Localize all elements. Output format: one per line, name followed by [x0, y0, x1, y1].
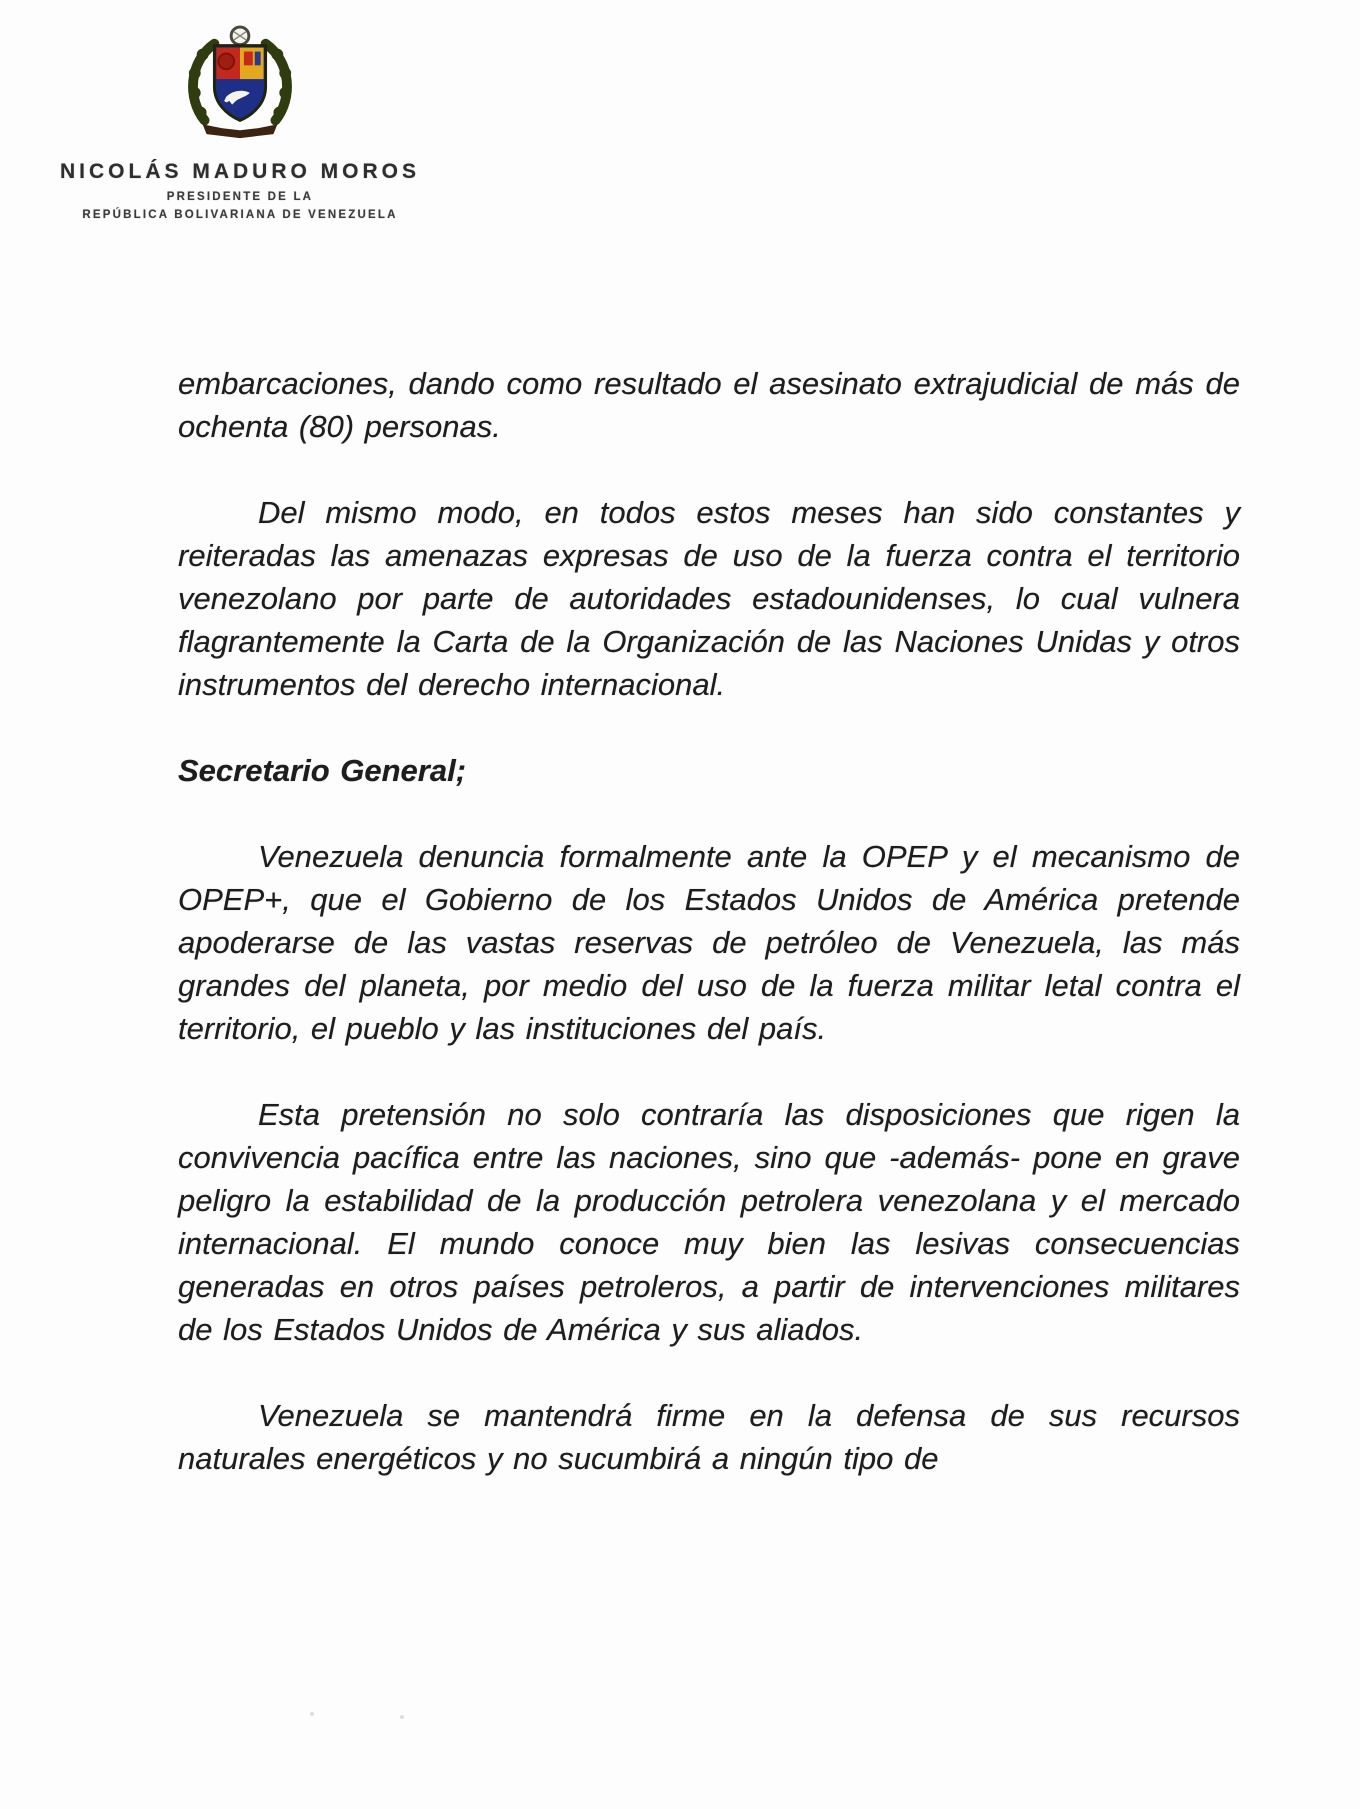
scan-speck: [310, 1712, 314, 1716]
president-title-line1: PRESIDENTE DE LA: [166, 191, 314, 203]
letter-body: [178, 362, 1240, 1523]
paragraph: Venezuela se mantendrá firme en la defensa de sus recursos naturales energéticos y no sucumbirá a ningún tipo de: [178, 1398, 1240, 1476]
letterhead: [10, 22, 470, 227]
paragraph: Esta pretensión no solo contraría las disposiciones que rigen la convivencia pacífica entre las naciones, sino que -además- pone en grave peligro la estabilidad de la producción petrolera venezolana y el mercado internacional. El mundo conoce muy bien las lesivas consecuencias generadas en otros países petroleros, a partir de intervenciones militares de los Estados Unidos de América y sus aliados.: [178, 1097, 1240, 1347]
section-heading: Secretario General;: [178, 753, 467, 788]
president-title-line2: REPÚBLICA BOLIVARIANA DE VENEZUELA: [82, 209, 398, 221]
president-name: NICOLÁS MADURO MOROS: [60, 160, 420, 183]
paragraph: Venezuela denuncia formalmente ante la OPEP y el mecanismo de OPEP+, que el Gobierno de los Estados Unidos de América pretende apoderarse de las vastas reservas de petróleo de Venezuela, las más grandes del planeta, por medio del uso de la fuerza militar letal contra el territorio, el pueblo y las instituciones del país.: [178, 839, 1240, 1046]
venezuela-coat-of-arms-icon: [181, 22, 299, 146]
scan-speck: [400, 1715, 404, 1719]
paragraph: Del mismo modo, en todos estos meses han sido constantes y reiteradas las amenazas expresas de uso de la fuerza contra el territorio venezolano por parte de autoridades estadounidenses, lo cual vulnera flagrantemente la Carta de la Organización de las Naciones Unidas y otros instrumentos del derecho internacional.: [178, 495, 1240, 702]
paragraph-continuation: embarcaciones, dando como resultado el asesinato extrajudicial de más de ochenta (80) personas.: [178, 366, 1240, 444]
